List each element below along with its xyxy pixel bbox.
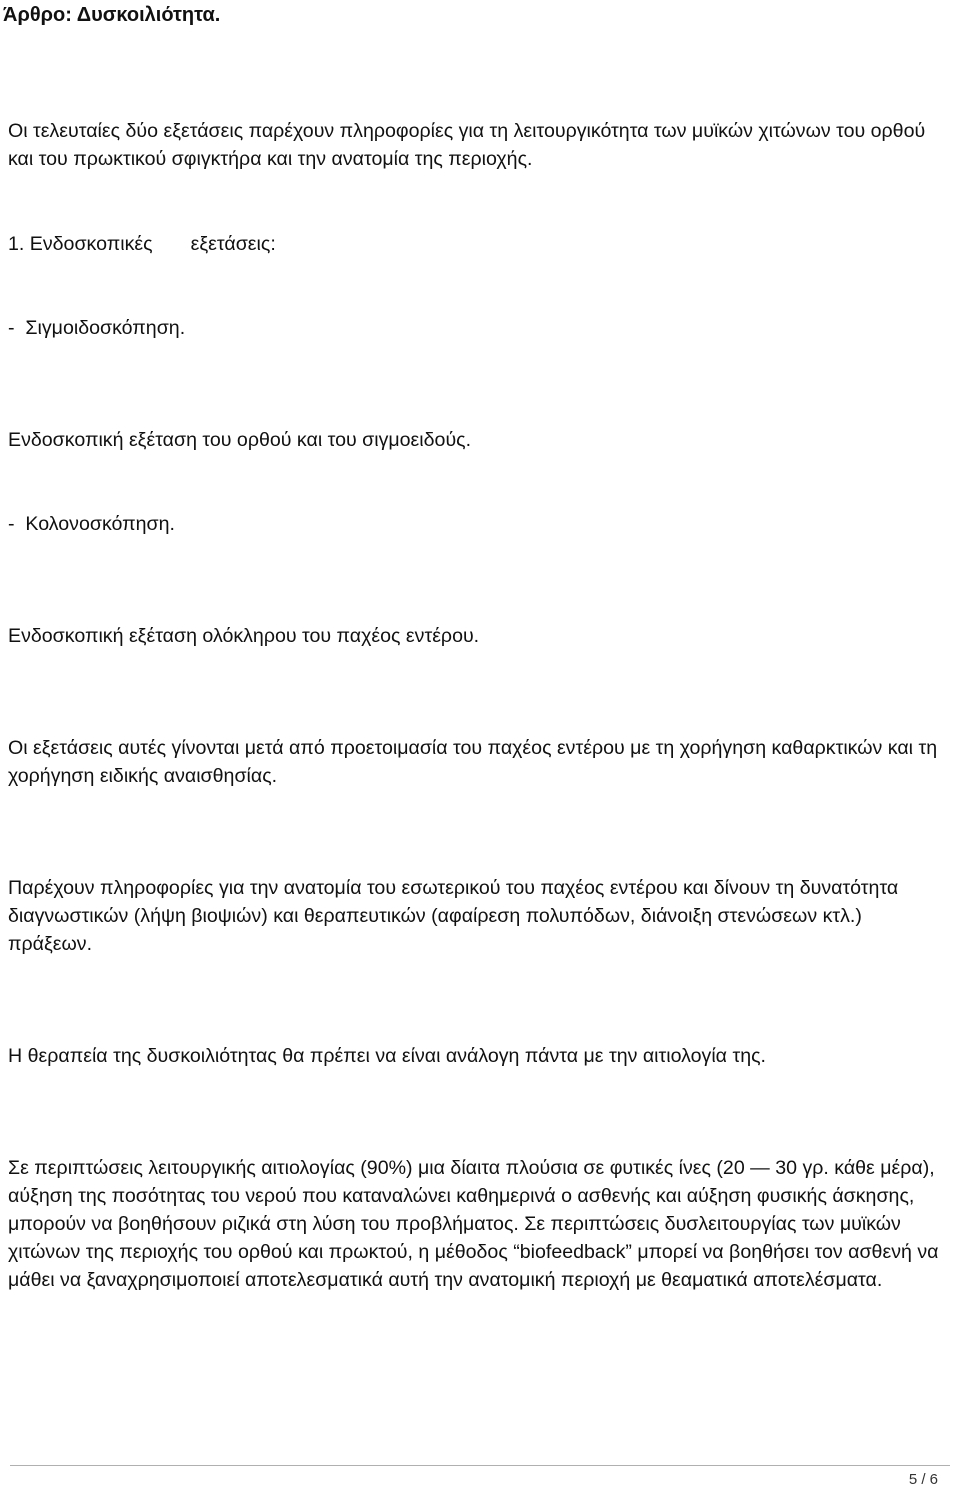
endoscopic-exams-heading: 1. Ενδοσκοπικές εξετάσεις:: [8, 233, 276, 255]
sigmoidoscopy-description: Ενδοσκοπική εξέταση του ορθού και του σιγμοειδούς.: [8, 429, 472, 451]
footer-divider: [10, 1465, 950, 1466]
article-title: Άρθρο: Δυσκοιλιότητα.: [3, 4, 221, 26]
information-paragraph: Παρέχουν πληροφορίες για την ανατομία του εσωτερικού του παχέος εντέρου και δίνουν τη δυνατότητα διαγνωστικών (λήψη βιοψιών) και θεραπευτικών (αφαίρεση πολυπόδων, διάνοιξη στενώσεων κτλ.) πράξεων.: [8, 877, 899, 955]
intro-paragraph: Οι τελευταίες δύο εξετάσεις παρέχουν πληροφορίες για τη λειτουργικότητα των μυϊκών χιτώνων του ορθού και του πρωκτικού σφιγκτήρα και την ανατομία της περιοχής.: [8, 120, 926, 170]
page-number: 5 / 6: [908, 1471, 938, 1488]
preparation-paragraph: Οι εξετάσεις αυτές γίνονται μετά από προετοιμασία του παχέος εντέρου με τη χορήγηση καθαρκτικών και τη χορήγηση ειδικής αναισθησίας.: [8, 737, 938, 787]
colonoscopy-description: Ενδοσκοπική εξέταση ολόκληρου του παχέος εντέρου.: [8, 625, 480, 647]
therapy-paragraph: Η θεραπεία της δυσκοιλιότητας θα πρέπει να είναι ανάλογη πάντα με την αιτιολογία της.: [8, 1045, 766, 1067]
colonoscopy-item: - Κολονοσκόπηση.: [8, 513, 175, 535]
treatment-cases-paragraph: Σε περιπτώσεις λειτουργικής αιτιολογίας (90%) μια δίαιτα πλούσια σε φυτικές ίνες (20 — 30 γρ. κάθε μέρα), αύξηση της ποσότητας του νερού που καταναλώνει καθημερινά ο ασθενής και αύξηση φυσικής άσκησης, μπορούν να βοηθήσουν ριζικά στη λύση του προβλήματος. Σε περιπτώσεις δυσλειτουργίας των μυϊκών χιτώνων της περιοχής του ορθού και πρωκτού, η μέθοδος “biofeedback” μπορεί να βοηθήσει τον ασθενή να μάθει να ξαναχρησιμοποιεί αποτελεσματικά αυτή την ανατομική περιοχή με θεαματικά αποτελέσματα.: [8, 1157, 939, 1291]
sigmoidoscopy-item: - Σιγμοιδοσκόπηση.: [8, 317, 186, 339]
